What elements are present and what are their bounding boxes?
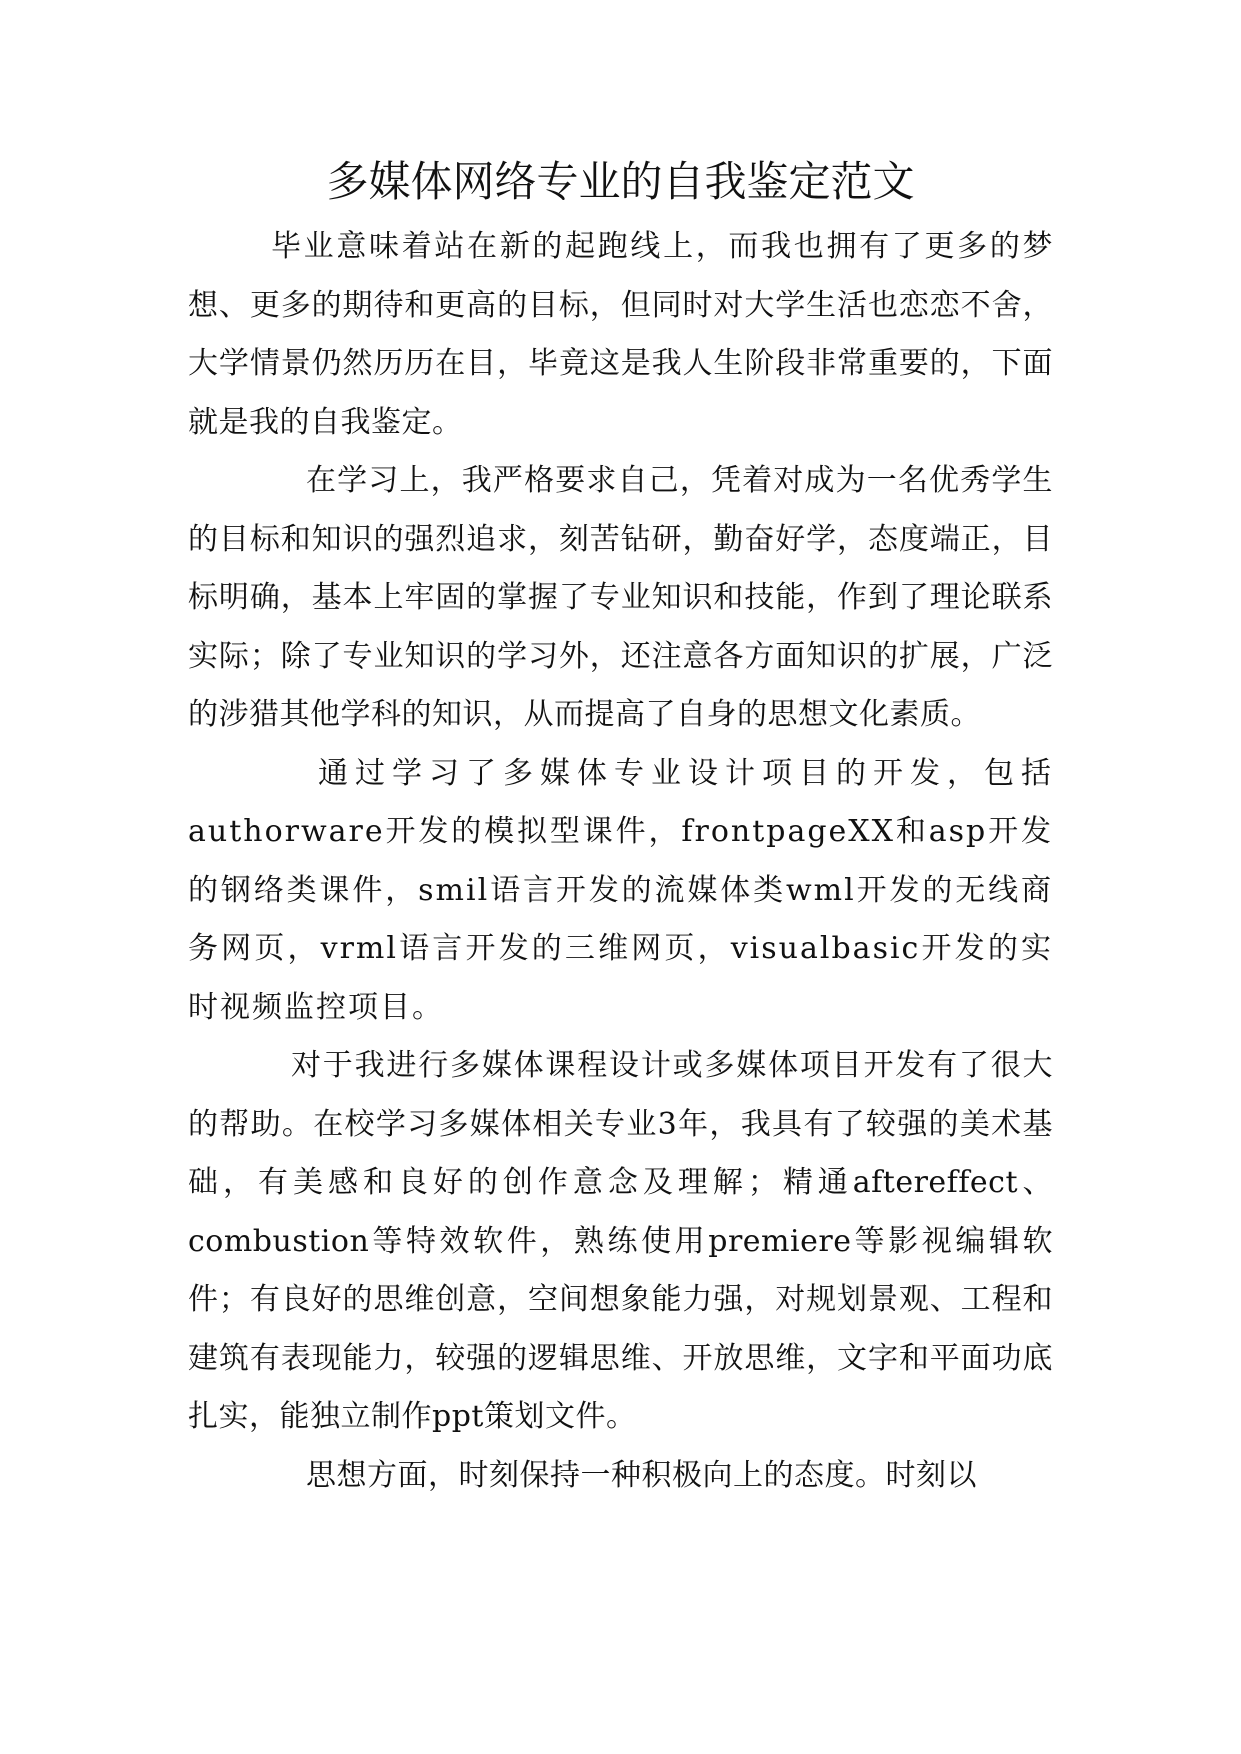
- document-body: [188, 218, 1053, 1505]
- paragraph-thought: 思想方面，时刻保持一种积极向上的态度。时刻以: [306, 1457, 977, 1493]
- paragraph-study: 在学习上，我严格要求自己，凭着对成为一名优秀学生的目标和知识的强烈追求，刻苦钻研，勤奋好学，态度端正，目标明确，基本上牢固的掌握了专业知识和技能，作到了理论联系实际；除了专业知识的学习外，还注意各方面知识的扩展，广泛的涉猎其他学科的知识，从而提高了自身的思想文化素质。: [188, 463, 1053, 732]
- paragraph-intro: 毕业意味着站在新的起跑线上，而我也拥有了更多的梦想、更多的期待和更高的目标，但同时对大学生活也恋恋不舍，大学情景仍然历历在目，毕竟这是我人生阶段非常重要的，下面就是我的自我鉴定。: [188, 229, 1053, 440]
- paragraph-skills: 对于我进行多媒体课程设计或多媒体项目开发有了很大的帮助。在校学习多媒体相关专业3年，我具有了较强的美术基础，有美感和良好的创作意念及理解；精通aftereffect、combustion等特效软件，熟练使用premiere等影视编辑软件；有良好的思维创意，空间想象能力强，对规划景观、工程和建筑有表现能力，较强的逻辑思维、开放思维，文字和平面功底扎实，能独立制作ppt策划文件。: [188, 1048, 1053, 1434]
- paragraph-projects: 通过学习了多媒体专业设计项目的开发，包括authorware开发的模拟型课件，frontpageXX和asp开发的钢络类课件，smil语言开发的流媒体类wml开发的无线商务网页，vrml语言开发的三维网页，visualbasic开发的实时视频监控项目。: [188, 755, 1053, 1025]
- document-title: 多媒体网络专业的自我鉴定范文: [326, 157, 915, 206]
